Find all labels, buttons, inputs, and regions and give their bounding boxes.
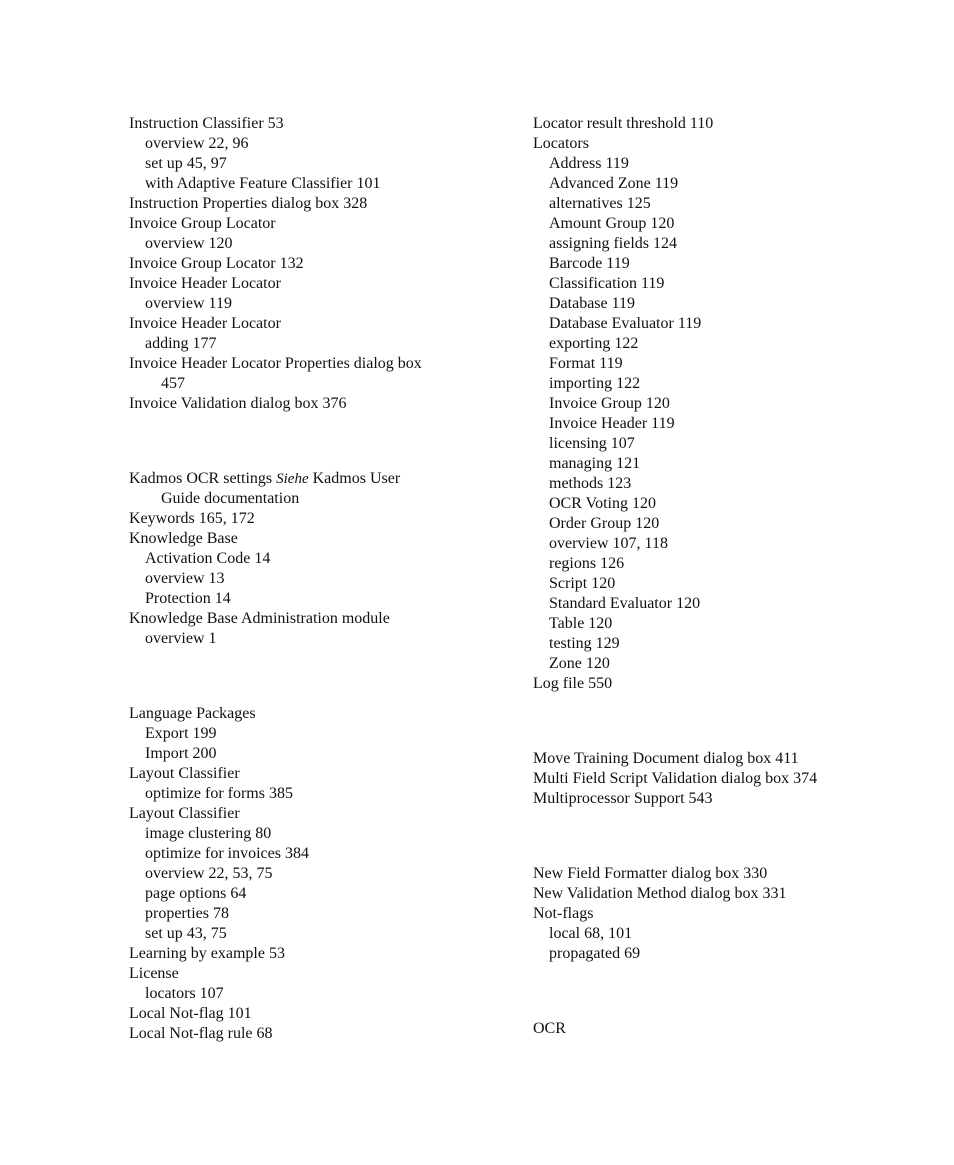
index-subentry: Protection 14 xyxy=(145,590,231,607)
index-subentry: adding 177 xyxy=(145,335,217,352)
section-gap xyxy=(129,414,509,469)
see-reference: Siehe xyxy=(276,471,309,487)
index-entry: Language Packages xyxy=(129,705,256,722)
index-entry: New Validation Method dialog box 331 xyxy=(533,885,787,902)
index-entry: Instruction Classifier 53 xyxy=(129,115,284,132)
index-entry: Move Training Document dialog box 411 xyxy=(533,750,799,767)
index-subentry: propagated 69 xyxy=(549,945,641,962)
index-subentry: assigning fields 124 xyxy=(549,235,677,252)
index-subentry: managing 121 xyxy=(549,455,641,472)
index-entry: Local Not-flag rule 68 xyxy=(129,1025,273,1042)
index-entry: Layout Classifier xyxy=(129,805,240,822)
index-entry: Invoice Header Locator Properties dialog box xyxy=(129,355,422,372)
index-entry-target: Kadmos User xyxy=(308,470,401,487)
index-subentry: Database Evaluator 119 xyxy=(549,315,702,332)
index-subentry: overview 119 xyxy=(145,295,232,312)
index-entry: Invoice Group Locator xyxy=(129,215,276,232)
section-gap xyxy=(533,964,913,1019)
index-subentry: exporting 122 xyxy=(549,335,639,352)
index-subentry: Script 120 xyxy=(549,575,616,592)
index-subentry: overview 22, 96 xyxy=(145,135,249,152)
index-subentry: optimize for invoices 384 xyxy=(145,845,309,862)
index-entry: Invoice Group Locator 132 xyxy=(129,255,304,272)
index-entry: Knowledge Base Administration module xyxy=(129,610,390,627)
index-entry: License xyxy=(129,965,179,982)
index-subentry: with Adaptive Feature Classifier 101 xyxy=(145,175,381,192)
index-column-left xyxy=(129,114,509,1044)
index-subentry: local 68, 101 xyxy=(549,925,633,942)
index-subentry: optimize for forms 385 xyxy=(145,785,293,802)
index-subentry: Import 200 xyxy=(145,745,217,762)
index-subentry: OCR Voting 120 xyxy=(549,495,656,512)
index-subentry: image clustering 80 xyxy=(145,825,272,842)
index-entry-continuation: Guide documentation xyxy=(161,490,300,507)
index-subentry: methods 123 xyxy=(549,475,632,492)
index-subentry: regions 126 xyxy=(549,555,625,572)
index-entry: Multi Field Script Validation dialog box 374 xyxy=(533,770,818,787)
index-subentry: Export 199 xyxy=(145,725,217,742)
index-subentry: set up 45, 97 xyxy=(145,155,227,172)
index-subentry: importing 122 xyxy=(549,375,641,392)
index-subentry: overview 1 xyxy=(145,630,217,647)
index-subentry: Amount Group 120 xyxy=(549,215,675,232)
index-entry: Knowledge Base xyxy=(129,530,238,547)
index-subentry: Table 120 xyxy=(549,615,613,632)
index-entry: Invoice Header Locator xyxy=(129,315,281,332)
index-entry: Local Not-flag 101 xyxy=(129,1005,252,1022)
index-subentry: Order Group 120 xyxy=(549,515,660,532)
index-subentry: Invoice Header 119 xyxy=(549,415,675,432)
index-subentry: alternatives 125 xyxy=(549,195,651,212)
index-subentry: Standard Evaluator 120 xyxy=(549,595,701,612)
index-subentry: set up 43, 75 xyxy=(145,925,227,942)
index-subentry: overview 120 xyxy=(145,235,233,252)
index-subentry: Classification 119 xyxy=(549,275,665,292)
index-entry: Log file 550 xyxy=(533,675,613,692)
index-subentry: overview 13 xyxy=(145,570,225,587)
index-subentry: licensing 107 xyxy=(549,435,635,452)
index-entry: Locators xyxy=(533,135,589,152)
index-entry: Invoice Validation dialog box 376 xyxy=(129,395,347,412)
index-subentry: properties 78 xyxy=(145,905,229,922)
index-entry: Learning by example 53 xyxy=(129,945,285,962)
index-subentry: overview 22, 53, 75 xyxy=(145,865,273,882)
section-gap xyxy=(129,649,509,704)
index-subentry: Advanced Zone 119 xyxy=(549,175,679,192)
index-subentry: Address 119 xyxy=(549,155,629,172)
index-entry: Locator result threshold 110 xyxy=(533,115,714,132)
index-entry: Keywords 165, 172 xyxy=(129,510,255,527)
index-entry-term: Kadmos OCR settings xyxy=(129,470,277,487)
index-entry: Multiprocessor Support 543 xyxy=(533,790,713,807)
index-subentry: locators 107 xyxy=(145,985,224,1002)
index-subentry: page options 64 xyxy=(145,885,247,902)
index-entry: Not-flags xyxy=(533,905,594,922)
index-entry: Layout Classifier xyxy=(129,765,240,782)
index-subentry: testing 129 xyxy=(549,635,620,652)
index-subentry: Database 119 xyxy=(549,295,636,312)
index-subentry: overview 107, 118 xyxy=(549,535,668,552)
index-subentry: Barcode 119 xyxy=(549,255,630,272)
index-entry: Invoice Header Locator xyxy=(129,275,281,292)
index-subentry: Activation Code 14 xyxy=(145,550,271,567)
index-entry-continuation: 457 xyxy=(161,375,185,392)
index-column-right xyxy=(533,114,913,1039)
index-entry: New Field Formatter dialog box 330 xyxy=(533,865,768,882)
index-subentry: Format 119 xyxy=(549,355,623,372)
index-subentry: Zone 120 xyxy=(549,655,610,672)
section-gap xyxy=(533,694,913,749)
index-entry xyxy=(129,469,509,489)
index-entry: Instruction Properties dialog box 328 xyxy=(129,195,368,212)
index-entry: OCR xyxy=(533,1020,566,1037)
section-gap xyxy=(533,809,913,864)
index-subentry: Invoice Group 120 xyxy=(549,395,670,412)
